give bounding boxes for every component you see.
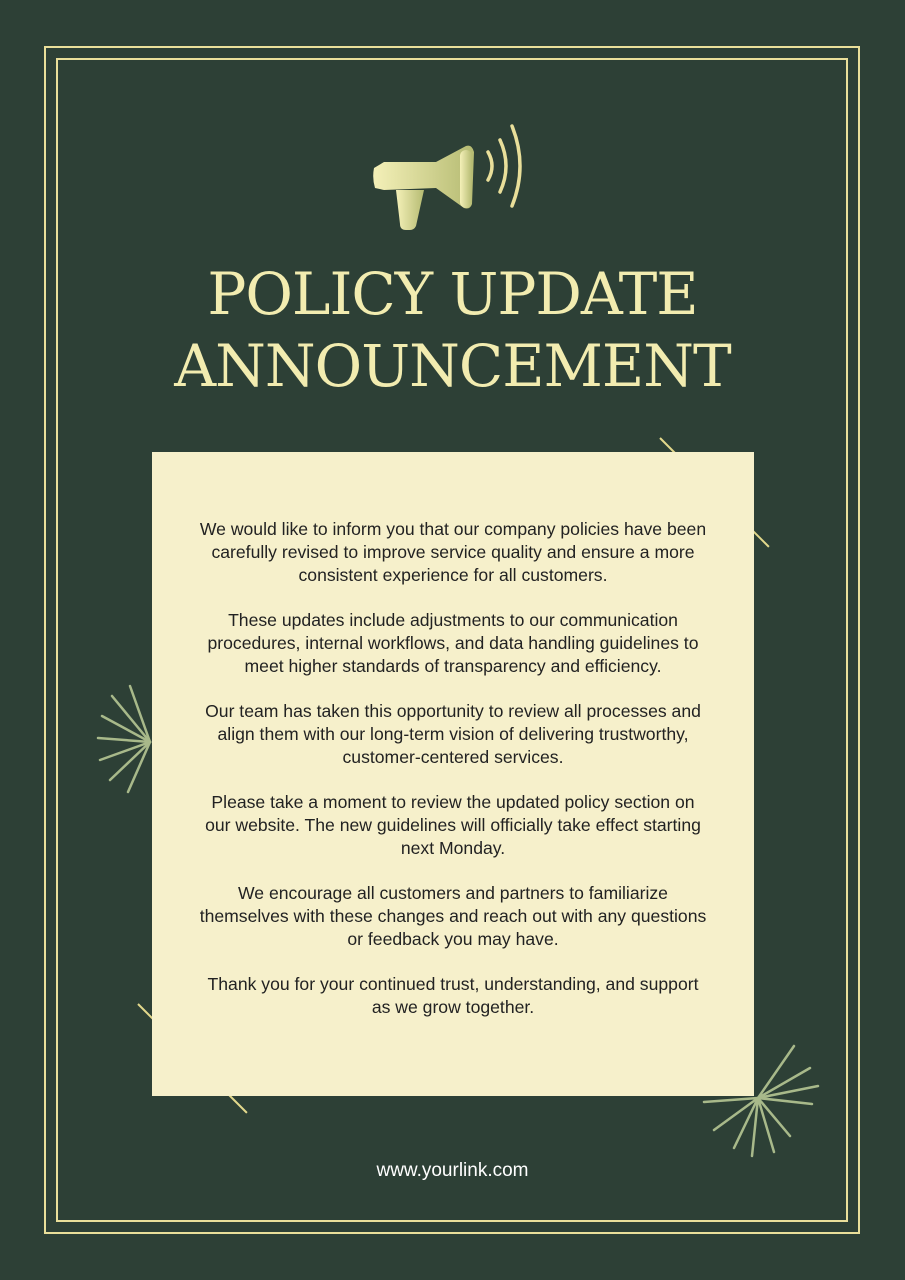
title-line-2: ANNOUNCEMENT xyxy=(174,332,731,400)
paragraph-2: These updates include adjustments to our communication procedures, internal workflows, and data handling guidelines to meet higher standards of transparency and efficiency. xyxy=(207,610,699,676)
announcement-card xyxy=(152,452,754,1096)
burst-right-decoration xyxy=(694,1040,824,1160)
page-title xyxy=(0,258,905,402)
website-link[interactable]: www.yourlink.com xyxy=(376,1160,529,1181)
paragraph-6: Thank you for your continued trust, understanding, and support as we grow together. xyxy=(207,974,699,1017)
announcement-body xyxy=(198,518,708,1041)
paragraph-3: Our team has taken this opportunity to review all processes and align them with our long-term vision of delivering trustworthy, customer-centered services. xyxy=(205,701,701,767)
title-line-1: POLICY UPDATE xyxy=(207,260,698,328)
paragraph-1: We would like to inform you that our company policies have been carefully revised to improve service quality and ensure a more consistent experience for all customers. xyxy=(199,519,707,585)
paragraph-4: Please take a moment to review the updated policy section on our website. The new guidelines will officially take effect starting next Monday. xyxy=(205,792,701,858)
megaphone-icon xyxy=(360,118,550,238)
burst-left-decoration xyxy=(90,680,160,800)
paragraph-5: We encourage all customers and partners to familiarize themselves with these changes and reach out with any questions or feedback you may have. xyxy=(199,883,707,949)
